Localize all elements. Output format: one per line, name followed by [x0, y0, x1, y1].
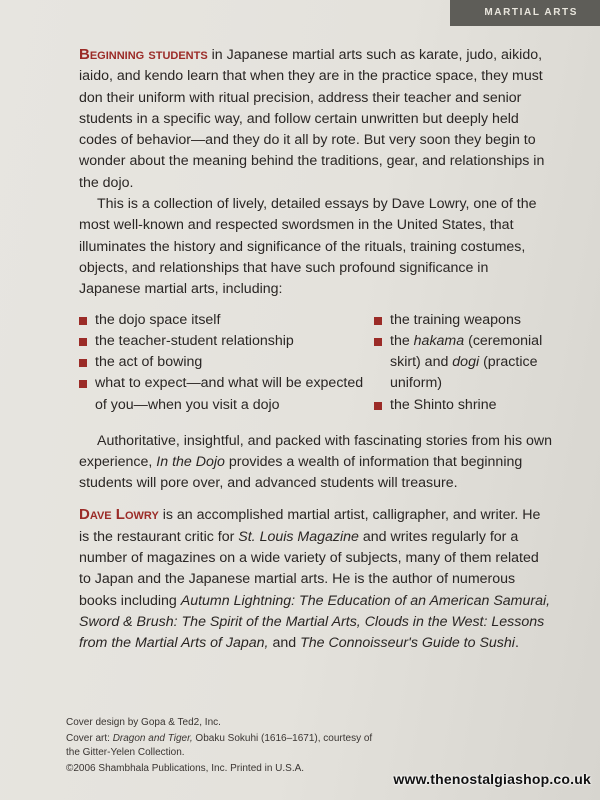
- section-label: MARTIAL ARTS: [484, 7, 578, 18]
- bullet-square-icon: [374, 402, 382, 410]
- topic-list: [79, 310, 553, 422]
- bullet-square-icon: [374, 317, 382, 325]
- art-credit: [66, 732, 386, 760]
- list-item: [79, 373, 371, 416]
- intro-paragraph: [79, 44, 553, 194]
- bullet-square-icon: [79, 317, 87, 325]
- magazine-title: St. Louis Magazine: [238, 528, 359, 545]
- shop-watermark: www.thenostalgiashop.co.uk: [393, 771, 591, 787]
- praise-text: provides a wealth of information that beginning students will pore over, and advanced students will treasure.: [79, 453, 523, 492]
- bio-text: is an accomplished martial artist, calligrapher, and writer. He is the restaurant critic for: [79, 507, 541, 545]
- copyright: ©2006 Shambhala Publications, Inc. Printed in U.S.A.: [66, 763, 305, 774]
- list-item: [79, 331, 371, 352]
- blurb: [79, 44, 553, 655]
- bullet-square-icon: [79, 380, 87, 388]
- list-item-text: the teacher-student relationship: [95, 332, 294, 349]
- list-item-text: the: [390, 332, 414, 349]
- topic-column-right: [374, 310, 559, 416]
- bullet-square-icon: [374, 338, 382, 346]
- list-item: [79, 310, 371, 331]
- art-title: Dragon and Tiger,: [112, 733, 193, 744]
- bio-text: .: [514, 635, 519, 652]
- list-item-text: the training weapons: [390, 311, 521, 328]
- author-bio: [79, 504, 553, 654]
- term-dogi: dogi: [452, 354, 480, 371]
- sushi-book-title: The Connoisseur's Guide to Sushi: [300, 635, 515, 652]
- praise-text: Authoritative, insightful, and packed with fascinating stories from his own experience,: [79, 432, 553, 470]
- bullet-square-icon: [79, 359, 87, 367]
- list-item: [374, 310, 559, 331]
- author-name: Dave Lowry: [79, 506, 159, 524]
- book-title: In the Dojo: [156, 453, 225, 470]
- bio-text: and: [268, 635, 301, 652]
- list-item-text: the Shinto shrine: [390, 396, 497, 413]
- intro-lead: Beginning students: [79, 46, 208, 63]
- book-titles: Autumn Lightning: The Education of an American Samurai, Sword & Brush: The Spirit of the Martial Arts, Clouds in the West: Lessons from the Martial Arts of Japan,: [79, 592, 551, 652]
- cover-credits: [66, 716, 386, 778]
- term-hakama: hakama: [413, 332, 465, 349]
- list-item-text: (ceremonial skirt) and: [390, 332, 543, 371]
- topic-column-left: [79, 310, 371, 416]
- bio-text: and writes regularly for a number of magazines on a wide variety of subjects, many of them related to Japan and the Japanese martial arts. He is the author of numerous books including: [79, 528, 539, 609]
- list-item: [374, 331, 559, 395]
- list-item-text: what to expect—and what will be expected of you—when you visit a dojo: [95, 375, 364, 413]
- section-band: [450, 0, 600, 26]
- list-item: [374, 395, 559, 416]
- list-item-text: the dojo space itself: [95, 311, 221, 328]
- design-credit: Cover design by Gopa & Ted2, Inc.: [66, 717, 221, 728]
- art-credit-text: Cover art:: [66, 733, 113, 744]
- list-item: [79, 352, 371, 373]
- praise-paragraph: [79, 431, 553, 495]
- bullet-square-icon: [79, 338, 87, 346]
- collection-paragraph: This is a collection of lively, detailed essays by Dave Lowry, one of the most well-known and respected swordsmen in the United States, that illuminates the history and significance of the rituals, training costumes, objects, and relationships that have such profound significance in Japanese martial arts, including:: [79, 196, 537, 298]
- art-credit-text: Obaku Sokuhi (1616–1671), courtesy of the Gitter-Yelen Collection.: [66, 733, 373, 758]
- list-item-text: the act of bowing: [95, 354, 203, 371]
- list-item-text: (practice uniform): [390, 354, 538, 392]
- intro-text: in Japanese martial arts such as karate, judo, aikido, iaido, and kendo learn that when they are in the practice space, they must don their uniform with ritual precision, address their teacher and senior students in a specific way, and follow certain unwritten but deeply held codes of behavior—and they do it all by rote. But very soon they begin to wonder about the meaning behind the traditions, gear, and relationships in the dojo.: [79, 47, 545, 191]
